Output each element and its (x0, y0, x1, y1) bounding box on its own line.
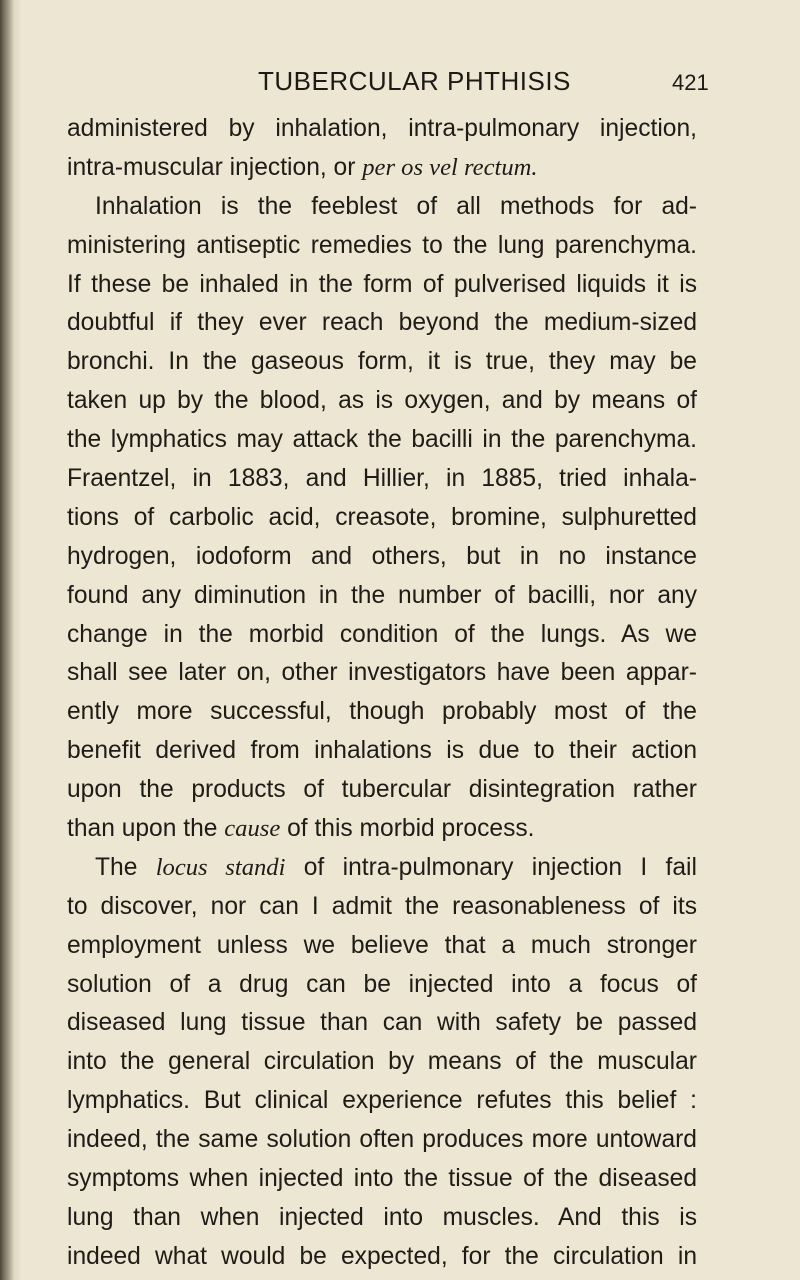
text-line (67, 654, 697, 693)
text-run: employment unless we believe that a much stronger (67, 931, 697, 959)
text-line (67, 382, 697, 421)
text-line (67, 538, 697, 577)
text-line (67, 1160, 697, 1199)
text-line (67, 1121, 697, 1160)
text-run: Fraentzel, in 1883, and Hillier, in 1885, tried inhala- (67, 465, 697, 493)
text-run: upon the products of tubercular disintegration rather (67, 776, 697, 804)
page-header (0, 66, 800, 106)
text-run: found any diminution in the number of bacilli, nor any (67, 581, 697, 609)
text-run: indeed what would be expected, for the circulation in (67, 1242, 697, 1270)
text-line (67, 771, 697, 810)
text-run: diseased lung tissue than can with safety be passed (67, 1009, 697, 1037)
page-spine-shadow (0, 0, 14, 1280)
text-line (67, 304, 697, 343)
italic-text: locus standi (155, 853, 286, 881)
text-run: the lymphatics may attack the bacilli in the parenchyma. (67, 426, 697, 454)
text-run: of this morbid process. (280, 815, 535, 843)
text-run: The (95, 853, 156, 881)
text-line (67, 1043, 697, 1082)
text-run: change in the morbid condition of the lungs. As we (67, 620, 697, 648)
text-line (67, 927, 697, 966)
text-run: indeed, the same solution often produces more untoward (67, 1126, 697, 1154)
text-run: bronchi. In the gaseous form, it is true, they may be (67, 348, 697, 376)
text-line (67, 1238, 697, 1277)
text-line (67, 110, 697, 149)
text-line (67, 227, 697, 266)
text-run: shall see later on, other investigators have been appar- (67, 659, 697, 687)
running-title: TUBERCULAR PHTHISIS (258, 66, 571, 96)
text-line (67, 1004, 697, 1043)
text-run: into the general circulation by means of the muscular (67, 1048, 697, 1076)
text-line (67, 810, 697, 849)
text-line (67, 499, 697, 538)
text-run: tions of carbolic acid, creasote, bromine, sulphuretted (67, 503, 697, 531)
text-line (67, 188, 697, 227)
text-run: ently more successful, though probably most of the (67, 698, 697, 726)
text-run: lymphatics. But clinical experience refutes this belief : (67, 1087, 697, 1115)
text-run: of intra-pulmonary injection I fail (285, 853, 697, 881)
text-run: symptoms when injected into the tissue of the diseased (67, 1165, 697, 1193)
text-line (67, 460, 697, 499)
body-text (67, 110, 697, 1277)
text-run: ministering antiseptic remedies to the lung parenchyma. (67, 231, 697, 259)
text-run: intra-muscular injection, or (67, 153, 363, 181)
text-run: solution of a drug can be injected into a focus of (67, 970, 697, 998)
text-line (67, 849, 697, 888)
text-line (67, 693, 697, 732)
text-line (67, 732, 697, 771)
text-line (67, 888, 697, 927)
text-line (67, 343, 697, 382)
italic-text: cause (224, 815, 281, 843)
text-line (67, 966, 697, 1005)
text-run: administered by inhalation, intra-pulmonary injection, (67, 115, 697, 142)
text-line (67, 577, 697, 616)
text-run: hydrogen, iodoform and others, but in no instance (67, 542, 697, 570)
text-line (67, 266, 697, 305)
text-line (67, 149, 697, 188)
text-run: Inhalation is the feeblest of all methods for ad- (95, 192, 697, 220)
text-line (67, 616, 697, 655)
text-line (67, 1199, 697, 1238)
text-line (67, 1082, 697, 1121)
text-run: If these be inhaled in the form of pulverised liquids it is (67, 270, 697, 298)
italic-text: per os vel rectum. (362, 153, 538, 181)
text-run: lung than when injected into muscles. And this is (67, 1203, 697, 1231)
text-run: taken up by the blood, as is oxygen, and by means of (67, 387, 697, 415)
page-number: 421 (672, 70, 709, 95)
text-run: doubtful if they ever reach beyond the medium-sized (67, 309, 697, 337)
text-run: to discover, nor can I admit the reasonableness of its (67, 892, 697, 920)
text-run: than upon the (67, 815, 225, 843)
text-run: benefit derived from inhalations is due to their action (67, 737, 697, 765)
text-line (67, 421, 697, 460)
